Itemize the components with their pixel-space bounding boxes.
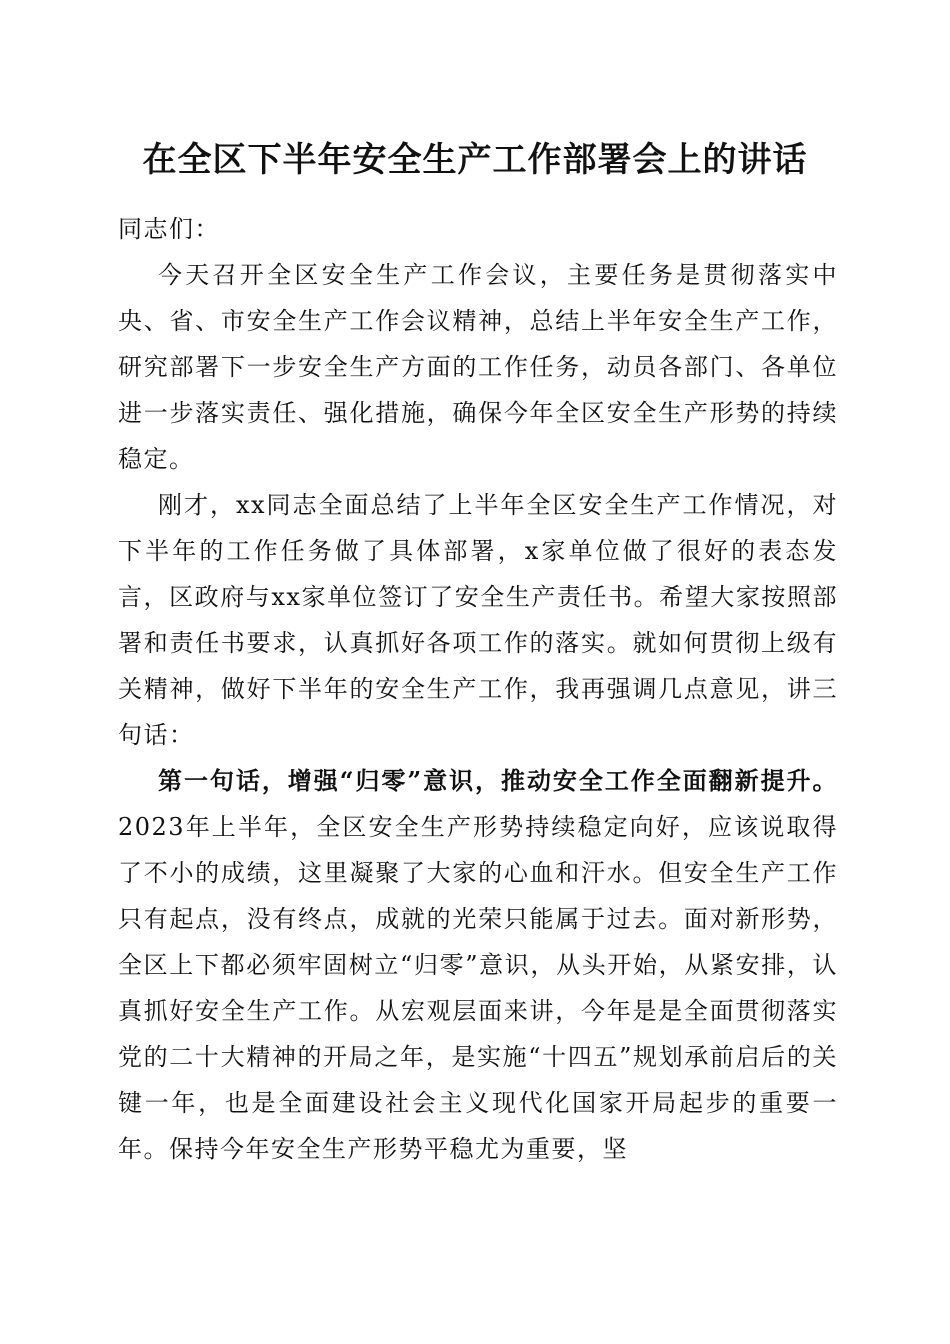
- section-1-text: 2023年上半年，全区安全生产形势持续稳定向好，应该说取得了不小的成绩，这里凝聚了大家的心血和汗水。但安全生产工作只有起点，没有终点，成就的光荣只能属于过去。面对新形势，全区上下都必须牢固树立“归零”意识，从头开始，从紧安排，认真抓好安全生产工作。从宏观层面来讲，今年是是全面贯彻落实党的二十大精神的开局之年，是实施“十四五”规划承前启后的关键一年，也是全面建设社会主义现代化国家开局起步的重要一年。保持今年安全生产形势平稳尤为重要，坚: [118, 813, 838, 1163]
- section-1-heading: 第一句话，增强“归零”意识，推动安全工作全面翻新提升。: [158, 766, 838, 795]
- paragraph-2: 刚才，xx同志全面总结了上半年全区安全生产工作情况，对下半年的工作任务做了具体部署，x家单位做了很好的表态发言，区政府与xx家单位签订了安全生产责任书。希望大家按照部署和责任书要求，认真抓好各项工作的落实。就如何贯彻上级有关精神，做好下半年的安全生产工作，我再强调几点意见，讲三句话：: [118, 491, 838, 749]
- document-title: 在全区下半年安全生产工作部署会上的讲话: [142, 140, 808, 180]
- salutation: 同志们：: [118, 215, 220, 243]
- paragraph-1: 今天召开全区安全生产工作会议，主要任务是贯彻落实中央、省、市安全生产工作会议精神，总结上半年安全生产工作，研究部署下一步安全生产方面的工作任务，动员各部门、各单位进一步落实责任、强化措施，确保今年全区安全生产形势的持续稳定。: [118, 261, 838, 473]
- paragraph-3: [118, 758, 838, 1172]
- document-body: [118, 206, 838, 1172]
